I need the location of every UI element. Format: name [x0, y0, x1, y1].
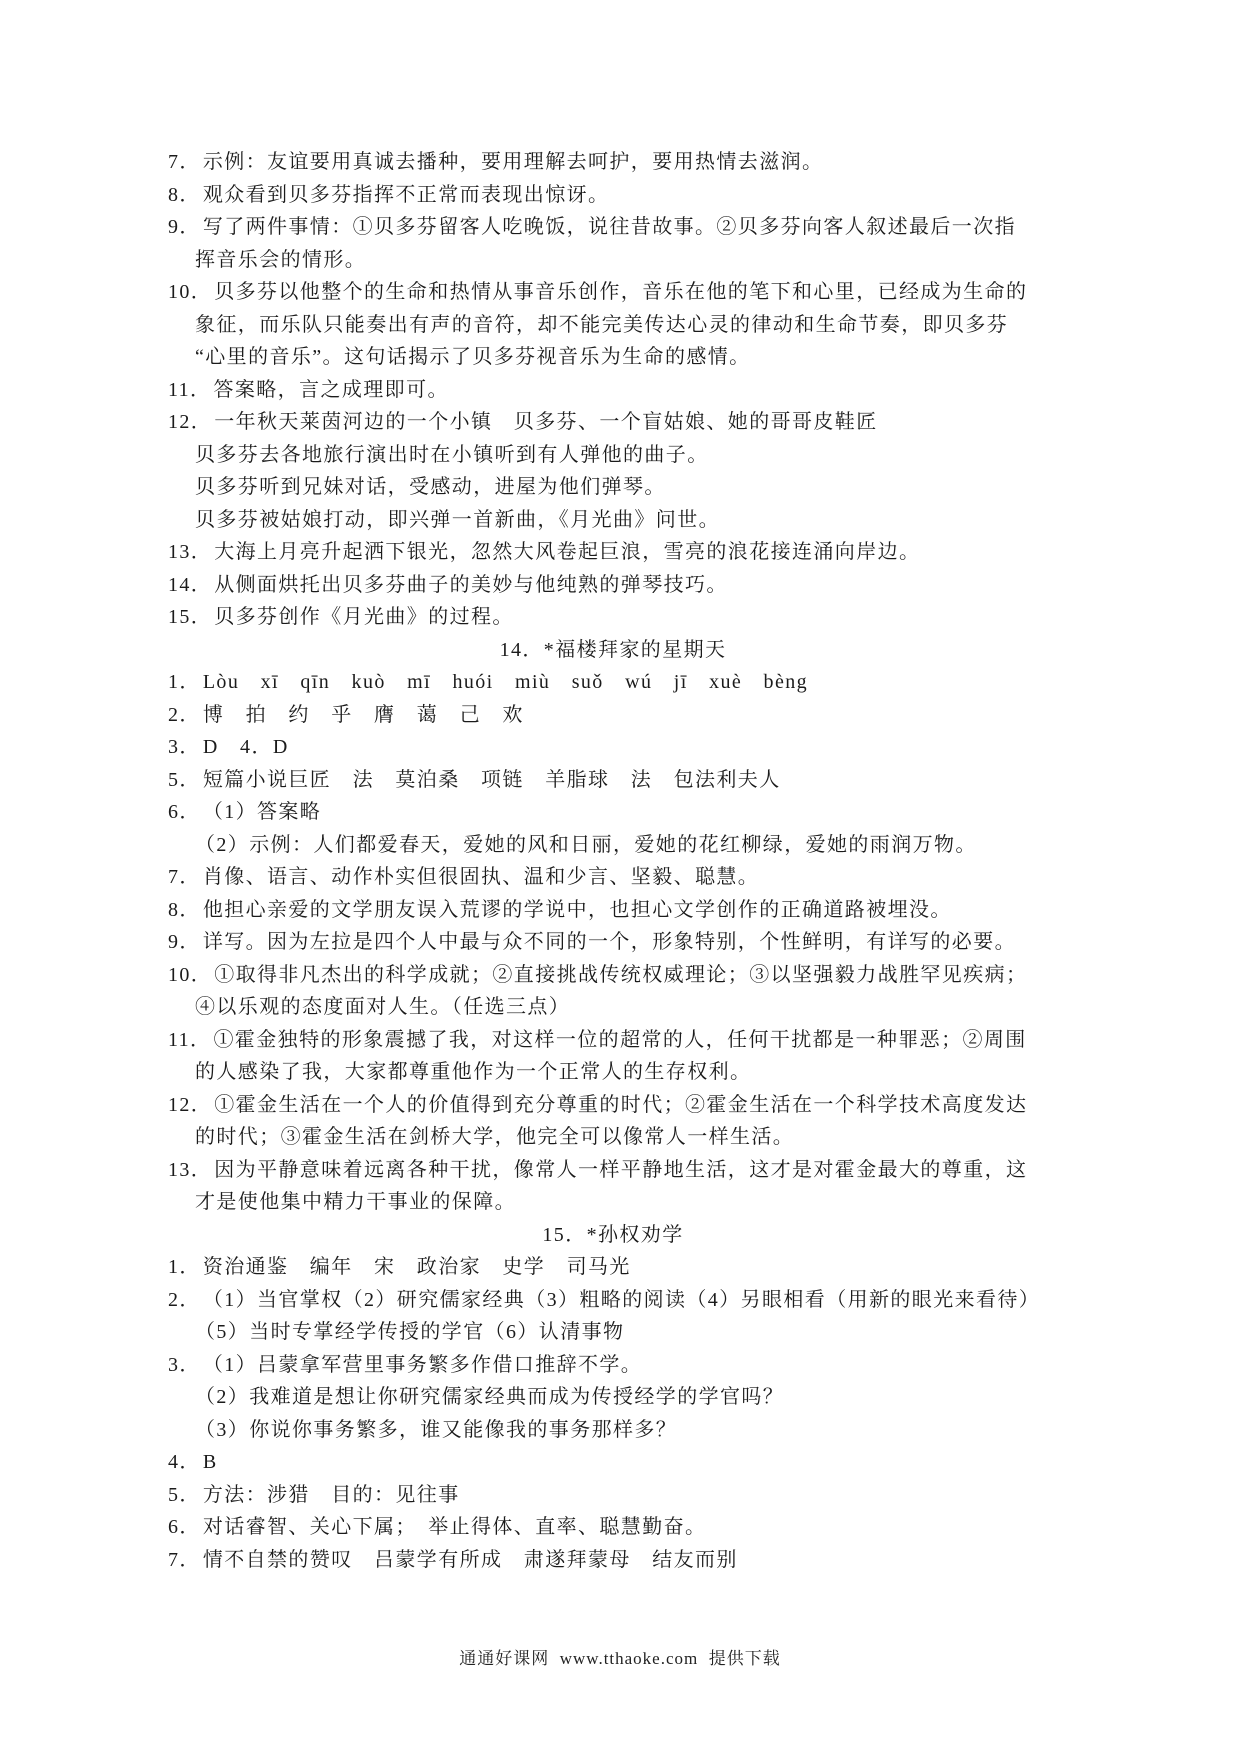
- answer-line: [168, 764, 1118, 797]
- answer-line-number: 13．: [168, 1158, 213, 1181]
- answer-line-text: 大海上月亮升起洒下银光，忽然大风卷起巨浪，雪亮的浪花接连涌向岸边。: [214, 541, 921, 563]
- answer-line-text: 才是使他集中精力干事业的保障。: [195, 1191, 516, 1213]
- answer-line: [168, 1251, 1118, 1284]
- answer-line: [168, 666, 1118, 699]
- answer-line-number: 6．: [168, 1516, 201, 1538]
- answer-line-number: 10．: [168, 281, 213, 303]
- answer-line-number: 3．: [168, 736, 201, 758]
- answer-line-text: D 4．D: [202, 736, 289, 758]
- section-heading: [168, 634, 1118, 667]
- answer-line-text: （1）吕蒙拿军营里事务繁多作借口推辞不学。: [202, 1353, 643, 1376]
- answer-line: [168, 569, 1118, 602]
- answer-line: [168, 1121, 1118, 1154]
- answer-line: [168, 861, 1118, 894]
- answer-line-number: 9．: [168, 216, 201, 238]
- answer-line-text: 情不自禁的赞叹 吕蒙学有所成 肃遂拜蒙母 结友而别: [202, 1548, 738, 1571]
- answer-line-number: 7．: [168, 866, 201, 888]
- answer-line-text: 象征，而乐队只能奏出有声的音符，却不能完美传达心灵的律动和生命节奏，即贝多芬: [195, 313, 1009, 336]
- answer-line-number: 9．: [168, 931, 201, 953]
- answer-line-number: 3．: [168, 1353, 201, 1376]
- answer-line: [168, 991, 1118, 1024]
- answer-line: [168, 211, 1118, 244]
- answer-line: [168, 1414, 1118, 1447]
- section-heading-text: 14．*福楼拜家的星期天: [499, 638, 727, 661]
- answer-line: [168, 439, 1118, 472]
- answer-line: [168, 1544, 1118, 1577]
- answer-line: [168, 1154, 1118, 1187]
- answer-line-text: （1）答案略: [202, 801, 322, 823]
- answer-line-number: 11．: [168, 1028, 212, 1051]
- answer-line: [168, 146, 1118, 179]
- answer-line: [168, 341, 1118, 374]
- answer-line: [168, 471, 1118, 504]
- answer-line-text: ④以乐观的态度面对人生。（任选三点）: [195, 996, 571, 1018]
- answer-line-number: 11．: [168, 378, 212, 401]
- section-heading-text: 15．*孙权劝学: [542, 1223, 684, 1246]
- section-heading: [168, 1219, 1118, 1252]
- answer-line-text: 贝多芬去各地旅行演出时在小镇听到有人弹他的曲子。: [195, 443, 709, 466]
- answer-line-number: 5．: [168, 1483, 201, 1506]
- answer-line-number: 12．: [168, 411, 213, 433]
- answer-line-text: B: [202, 1451, 218, 1473]
- answer-line: [168, 1446, 1118, 1479]
- answer-line: [168, 1024, 1118, 1057]
- answer-line-text: （2）示例：人们都爱春天，爱她的风和日丽，爱她的花红柳绿，爱她的雨润万物。: [195, 833, 977, 856]
- answer-line-text: 观众看到贝多芬指挥不正常而表现出惊讶。: [202, 183, 610, 206]
- answer-line-text: 肖像、语言、动作朴实但很固执、温和少言、坚毅、聪慧。: [202, 866, 760, 888]
- answer-line: [168, 1511, 1118, 1544]
- answer-line: [168, 601, 1118, 634]
- answer-line-number: 12．: [168, 1093, 213, 1116]
- answer-line: [168, 1186, 1118, 1219]
- answer-line-text: 写了两件事情：①贝多芬留客人吃晚饭，说往昔故事。②贝多芬向客人叙述最后一次指: [202, 216, 1017, 238]
- answer-line-text: （1）当官掌权（2）研究儒家经典（3）粗略的阅读（4）另眼相看（用新的眼光来看待）: [202, 1288, 1041, 1311]
- answer-line-text: 的时代；③霍金生活在剑桥大学，他完全可以像常人一样生活。: [195, 1126, 795, 1148]
- answer-line-text: 答案略，言之成理即可。: [213, 378, 449, 401]
- answer-line-number: 13．: [168, 541, 213, 563]
- answer-line-text: 的人感染了我，大家都尊重他作为一个正常人的生存权利。: [195, 1061, 752, 1083]
- answer-line: [168, 1056, 1118, 1089]
- answer-line-number: 4．: [168, 1451, 201, 1473]
- answer-line: [168, 796, 1118, 829]
- answer-line-text: （5）当时专掌经学传授的学官（6）认清事物: [195, 1321, 625, 1343]
- answer-line-text: 博 拍 约 乎 膺 蔼 己 欢: [202, 703, 524, 726]
- answer-line: [168, 244, 1118, 277]
- answer-line-number: 2．: [168, 1288, 201, 1311]
- answer-line: [168, 406, 1118, 439]
- answer-line: [168, 374, 1118, 407]
- answer-line-number: 6．: [168, 801, 201, 823]
- answer-line-text: 挥音乐会的情形。: [195, 248, 367, 271]
- answer-line-text: “心里的音乐”。这句话揭示了贝多芬视音乐为生命的感情。: [195, 346, 751, 368]
- answer-line-number: 2．: [168, 703, 201, 726]
- answer-line-number: 1．: [168, 1256, 201, 1278]
- answer-line: [168, 894, 1118, 927]
- answer-line-number: 5．: [168, 768, 201, 791]
- answer-line: [168, 926, 1118, 959]
- answer-line-number: 8．: [168, 898, 201, 921]
- answer-line: [168, 1284, 1118, 1317]
- answer-line-text: 一年秋天莱茵河边的一个小镇 贝多芬、一个盲姑娘、她的哥哥皮鞋匠: [214, 411, 878, 433]
- answer-line: [168, 1479, 1118, 1512]
- answer-line-text: 因为平静意味着远离各种干扰，像常人一样平静地生活，这才是对霍金最大的尊重，这: [214, 1158, 1028, 1181]
- answer-line-number: 7．: [168, 1548, 201, 1571]
- answer-line-number: 15．: [168, 606, 213, 628]
- answer-line-text: ①霍金生活在一个人的价值得到充分尊重的时代；②霍金生活在一个科学技术高度发达: [214, 1093, 1028, 1116]
- answer-line-text: 从侧面烘托出贝多芬曲子的美妙与他纯熟的弹琴技巧。: [214, 573, 728, 596]
- answer-line-number: 14．: [168, 573, 213, 596]
- answer-line-number: 8．: [168, 183, 201, 206]
- answer-line: [168, 309, 1118, 342]
- answer-line-number: 1．: [168, 671, 201, 693]
- answer-line-text: ①取得非凡杰出的科学成就；②直接挑战传统权威理论；③以坚强毅力战胜罕见疾病；: [214, 963, 1028, 986]
- answer-line: [168, 179, 1118, 212]
- answer-line-text: 示例：友谊要用真诚去播种，要用理解去呵护，要用热情去滋润。: [202, 151, 824, 173]
- answer-line: [168, 731, 1118, 764]
- answer-line: [168, 699, 1118, 732]
- answer-sheet-body: [168, 146, 1118, 1576]
- answer-line-text: （2）我难道是想让你研究儒家经典而成为传授经学的学官吗？: [195, 1386, 785, 1408]
- answer-line-text: 他担心亲爱的文学朋友误入荒谬的学说中，也担心文学创作的正确道路被埋没。: [202, 898, 952, 921]
- answer-line-text: 贝多芬听到兄妹对话，受感动，进屋为他们弹琴。: [195, 476, 666, 498]
- answer-line: [168, 829, 1118, 862]
- answer-line-text: 贝多芬以他整个的生命和热情从事音乐创作，音乐在他的笔下和心里，已经成为生命的: [214, 281, 1028, 303]
- answer-line: [168, 504, 1118, 537]
- answer-line-text: 详写。因为左拉是四个人中最与众不同的一个，形象特别，个性鲜明，有详写的必要。: [202, 931, 1017, 953]
- answer-line-text: 贝多芬被姑娘打动，即兴弹一首新曲，《月光曲》问世。: [195, 508, 720, 531]
- answer-line-text: 资治通鉴 编年 宋 政治家 史学 司马光: [202, 1256, 631, 1278]
- answer-line-text: 对话睿智、关心下属； 举止得体、直率、聪慧勤奋。: [202, 1516, 707, 1538]
- answer-line-number: 7．: [168, 151, 201, 173]
- answer-line: [168, 276, 1118, 309]
- answer-line-number: 10．: [168, 963, 213, 986]
- answer-line: [168, 536, 1118, 569]
- answer-line-text: Lòu xī qīn kuò mī huói miù suǒ wú jī xuè bèng: [202, 671, 809, 693]
- answer-line: [168, 1349, 1118, 1382]
- answer-line: [168, 1381, 1118, 1414]
- answer-line: [168, 959, 1118, 992]
- page-footer: 通通好课网 www.tthaoke.com 提供下载: [459, 1649, 781, 1668]
- answer-line-text: （3）你说你事务繁多，谁又能像我的事务那样多？: [195, 1418, 678, 1441]
- answer-line: [168, 1316, 1118, 1349]
- answer-line-text: 贝多芬创作《月光曲》的过程。: [214, 606, 514, 628]
- answer-line-text: ①霍金独特的形象震撼了我，对这样一位的超常的人，任何干扰都是一种罪恶；②周围: [213, 1028, 1027, 1051]
- answer-line: [168, 1089, 1118, 1122]
- answer-line-text: 短篇小说巨匠 法 莫泊桑 项链 羊脂球 法 包法利夫人: [202, 768, 781, 791]
- answer-line-text: 方法：涉猎 目的：见往事: [202, 1483, 460, 1506]
